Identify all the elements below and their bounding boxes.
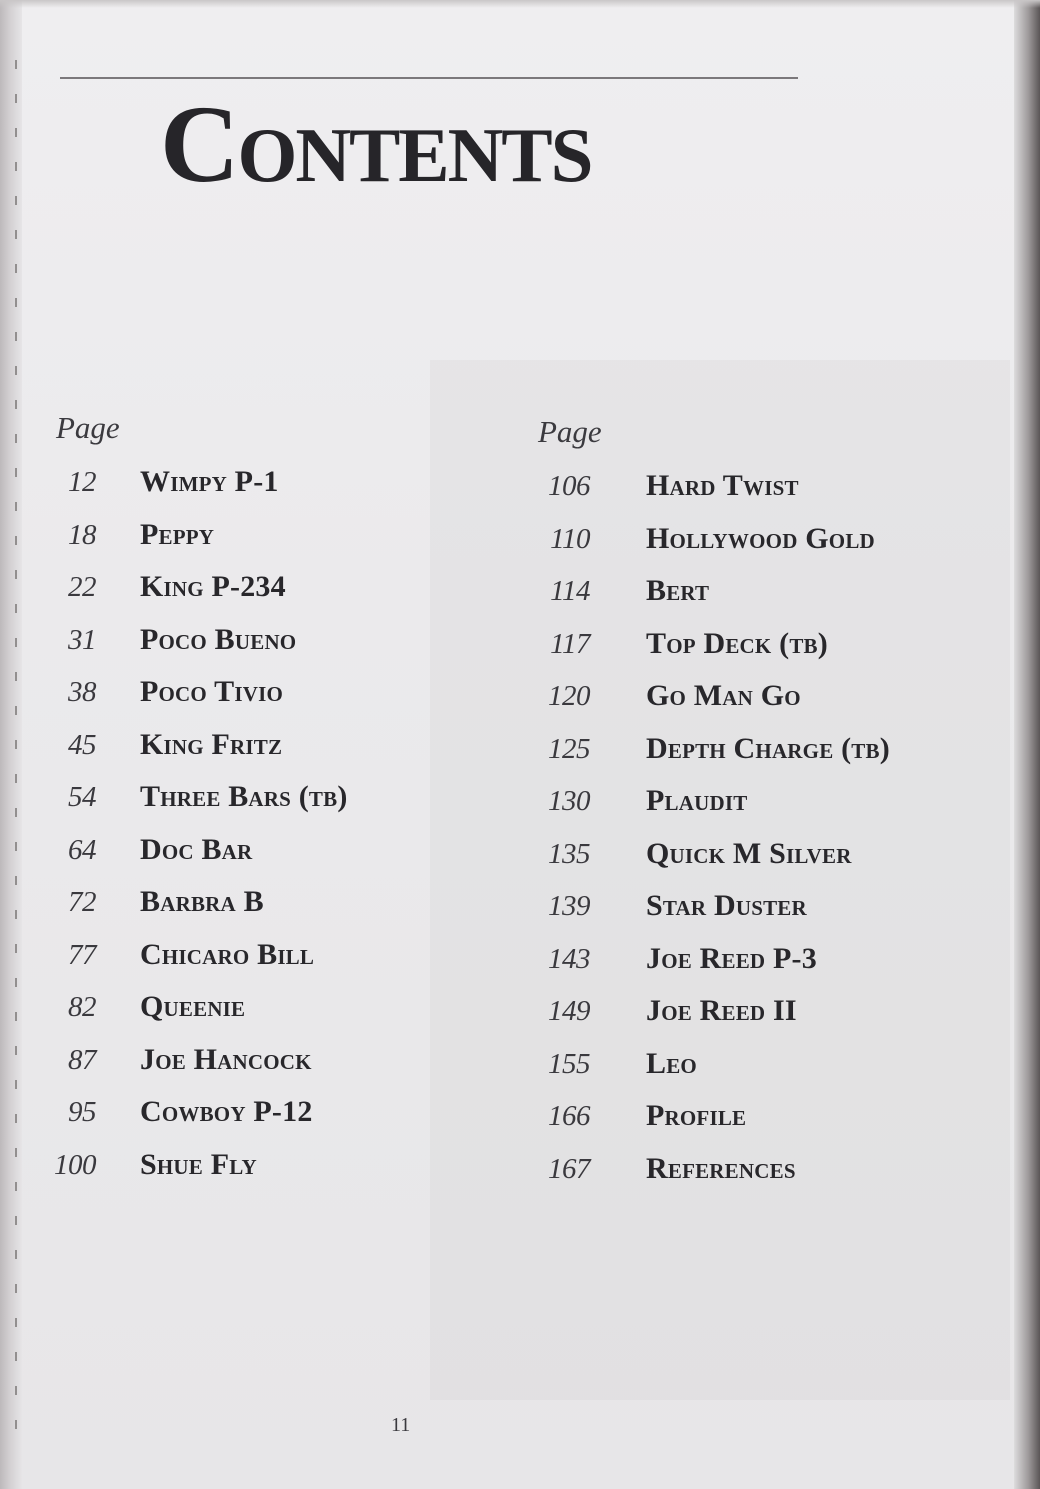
contents-entry	[50, 1040, 312, 1093]
contents-entry	[50, 935, 315, 988]
contents-entry	[530, 834, 852, 887]
entry-title: Doc Bar	[140, 832, 253, 866]
contents-entry	[50, 672, 283, 725]
contents-entry	[50, 725, 283, 778]
entry-title: Chicaro Bill	[140, 937, 315, 971]
entry-page-number: 95	[68, 1096, 96, 1128]
contents-entry	[50, 1145, 257, 1198]
contents-entry	[530, 519, 875, 572]
entry-title: Peppy	[140, 517, 215, 551]
contents-entry	[530, 676, 801, 729]
entry-page-number: 130	[548, 785, 590, 817]
entry-title: Go Man Go	[646, 679, 801, 712]
contents-entry	[530, 939, 817, 992]
entry-title: Joe Reed P-3	[646, 941, 817, 975]
entry-page-number: 77	[68, 938, 96, 971]
entry-page-number: 120	[548, 680, 590, 712]
entry-title: Joe Reed II	[646, 994, 797, 1027]
entry-page-number: 54	[68, 781, 96, 813]
entry-page-number: 38	[68, 676, 96, 708]
entry-page-number: 22	[68, 571, 96, 603]
contents-entry	[50, 515, 215, 568]
entry-title: Poco Bueno	[140, 622, 297, 656]
entry-title: Three Bars (tb)	[140, 780, 348, 813]
entry-page-number: 64	[68, 833, 96, 866]
entry-page-number: 82	[68, 991, 96, 1023]
column-header-page: Page	[56, 410, 120, 445]
entry-title: Profile	[646, 1099, 747, 1132]
contents-entry	[530, 466, 799, 519]
entry-title: Leo	[646, 1046, 697, 1080]
entry-title: King Fritz	[140, 727, 283, 761]
contents-list-right	[530, 466, 890, 1201]
contents-entry	[50, 830, 253, 883]
entry-title: Quick M Silver	[646, 836, 852, 870]
contents-entry	[50, 882, 264, 935]
entry-title: Joe Hancock	[140, 1042, 312, 1076]
contents-entry	[530, 1096, 747, 1149]
contents-entry	[50, 1092, 313, 1145]
entry-page-number: 155	[548, 1047, 590, 1080]
entry-page-number: 110	[550, 522, 590, 555]
entry-title: Bert	[646, 574, 710, 607]
entry-page-number: 114	[550, 575, 590, 607]
entry-title: Top Deck (tb)	[646, 626, 828, 660]
entry-page-number: 139	[548, 890, 590, 922]
contents-entry	[530, 781, 748, 834]
entry-page-number: 117	[550, 627, 590, 660]
page-fore-edge	[1014, 0, 1040, 1489]
contents-entry	[50, 777, 348, 830]
entry-page-number: 87	[68, 1043, 96, 1076]
contents-entry	[530, 729, 890, 782]
entry-title: Cowboy P-12	[140, 1095, 313, 1128]
entry-page-number: 143	[548, 942, 590, 975]
entry-title: Depth Charge (tb)	[646, 731, 890, 765]
entry-page-number: 100	[54, 1148, 96, 1181]
contents-entry	[530, 1044, 697, 1097]
entry-page-number: 106	[548, 470, 590, 502]
show-through-shadow	[430, 360, 1010, 1400]
entry-page-number: 72	[68, 886, 96, 918]
page-number: 11	[391, 1414, 411, 1436]
column-header-page: Page	[538, 414, 602, 449]
contents-entry	[530, 991, 797, 1044]
entry-page-number: 167	[548, 1152, 590, 1185]
contents-entry	[50, 620, 297, 673]
entry-title: Hard Twist	[646, 469, 799, 502]
entry-title: Poco Tivio	[140, 675, 283, 708]
contents-entry	[530, 571, 710, 624]
entry-title: Queenie	[140, 990, 246, 1023]
contents-entry	[530, 1149, 796, 1202]
entry-page-number: 125	[548, 732, 590, 765]
contents-entry	[530, 886, 807, 939]
entry-title: Star Duster	[646, 889, 807, 922]
entry-title: Shue Fly	[140, 1147, 257, 1181]
entry-title: References	[646, 1151, 796, 1185]
contents-entry	[50, 987, 246, 1040]
entry-title: King P-234	[140, 570, 286, 603]
entry-page-number: 135	[548, 837, 590, 870]
entry-title: Wimpy P-1	[140, 465, 279, 498]
entry-page-number: 45	[68, 728, 96, 761]
entry-page-number: 166	[548, 1100, 590, 1132]
contents-entry	[530, 624, 828, 677]
entry-title: Hollywood Gold	[646, 521, 875, 555]
contents-list-left	[50, 462, 348, 1197]
page-top-edge	[0, 0, 1040, 8]
entry-title: Barbra B	[140, 885, 264, 918]
entry-page-number: 12	[68, 466, 96, 498]
contents-entry	[50, 462, 279, 515]
contents-column-left	[50, 408, 348, 1197]
page-binding-edge	[0, 0, 22, 1489]
entry-page-number: 18	[68, 518, 96, 551]
entry-page-number: 31	[68, 623, 96, 656]
entry-page-number: 149	[548, 995, 590, 1027]
contents-column-right	[530, 412, 890, 1201]
entry-title: Plaudit	[646, 784, 748, 817]
page-title: Contents	[160, 83, 592, 205]
contents-entry	[50, 567, 286, 620]
